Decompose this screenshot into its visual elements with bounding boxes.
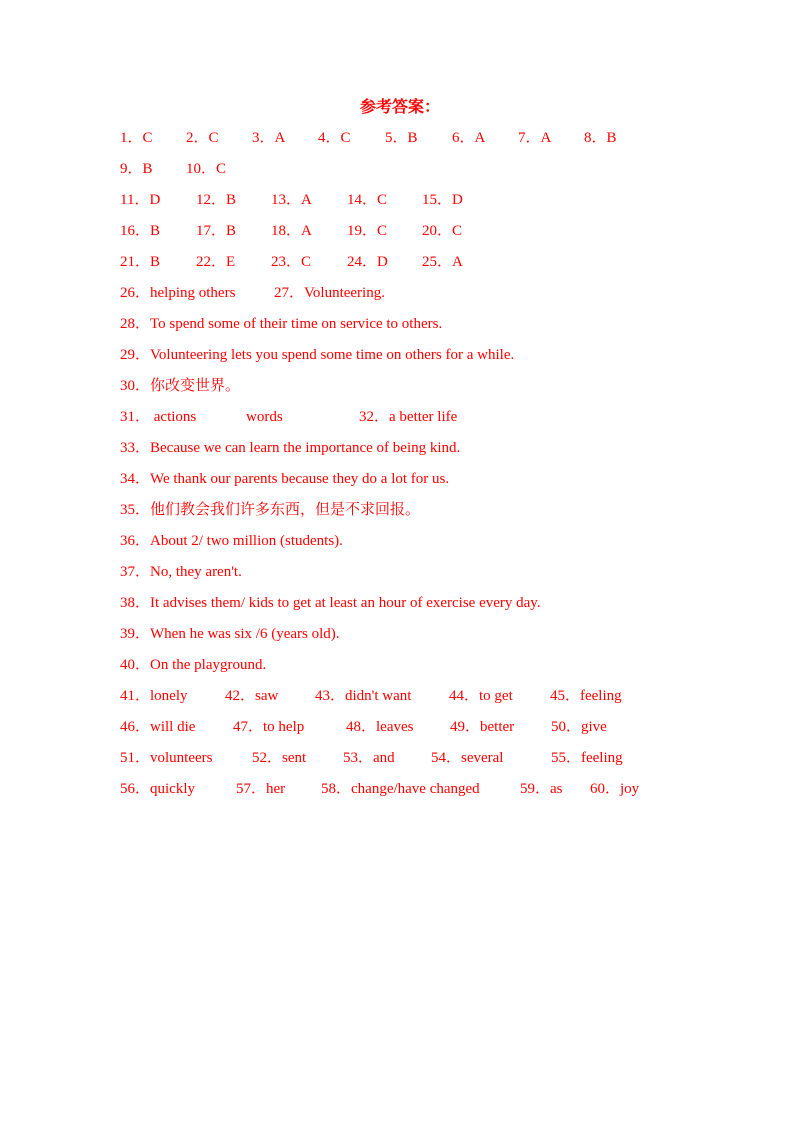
- answer-list: [120, 126, 760, 808]
- answer-item: 58．change/have changed: [321, 781, 480, 797]
- answer-item: 7．A: [518, 130, 552, 146]
- answer-item: 23．C: [271, 254, 312, 270]
- answer-item: 25．A: [422, 254, 463, 270]
- answer-row: [120, 374, 760, 405]
- answer-item: 27．Volunteering.: [274, 285, 385, 301]
- answer-row: [120, 684, 760, 715]
- answer-item: 35．他们教会我们许多东西，但是不求回报。: [120, 502, 421, 518]
- answer-item: 18．A: [271, 223, 312, 239]
- answer-item: 16．B: [120, 223, 161, 239]
- answer-item: 43．didn't want: [315, 688, 412, 704]
- answer-row: [120, 746, 760, 777]
- answer-item: 11．D: [120, 192, 161, 208]
- answer-item: 17．B: [196, 223, 237, 239]
- answer-row: [120, 498, 760, 529]
- answer-item: 5．B: [385, 130, 418, 146]
- answer-row: [120, 529, 760, 560]
- answer-row: [120, 405, 760, 436]
- answer-item: 52．sent: [252, 750, 307, 766]
- answer-item: 39．When he was six /6 (years old).: [120, 626, 340, 642]
- answer-item: 32．a better life: [359, 409, 458, 425]
- answer-item: 57．her: [236, 781, 286, 797]
- answer-row: [120, 560, 760, 591]
- answer-item: 2．C: [186, 130, 219, 146]
- answer-item: 24．D: [347, 254, 388, 270]
- answer-row: [120, 622, 760, 653]
- answer-item: 13．A: [271, 192, 312, 208]
- answer-row: [120, 312, 760, 343]
- answer-item: 54．several: [431, 750, 504, 766]
- answer-item: 28．To spend some of their time on service to others.: [120, 316, 443, 332]
- answer-item: 29．Volunteering lets you spend some time on others for a while.: [120, 347, 515, 363]
- answer-item: 51．volunteers: [120, 750, 213, 766]
- answer-item: 6．A: [452, 130, 486, 146]
- answer-item: 45．feeling: [550, 688, 622, 704]
- answer-row: [120, 281, 760, 312]
- answer-item: 53．and: [343, 750, 395, 766]
- answer-item: 44．to get: [449, 688, 513, 704]
- answer-item: 4．C: [318, 130, 351, 146]
- answer-item: 38．It advises them/ kids to get at least an hour of exercise every day.: [120, 595, 541, 611]
- answer-row: [120, 777, 760, 808]
- answer-row: [120, 715, 760, 746]
- answer-item: 12．B: [196, 192, 237, 208]
- answer-item: 55．feeling: [551, 750, 623, 766]
- answer-item: 30．你改变世界。: [120, 378, 241, 394]
- answer-item: 19．C: [347, 223, 388, 239]
- answer-item: 31． actions: [120, 409, 197, 425]
- answer-item: words: [246, 409, 283, 425]
- answer-item: 56．quickly: [120, 781, 195, 797]
- answer-item: 9．B: [120, 161, 153, 177]
- answer-item: 48．leaves: [346, 719, 414, 735]
- answer-item: 22．E: [196, 254, 236, 270]
- answer-row: [120, 343, 760, 374]
- answer-item: 26．helping others: [120, 285, 236, 301]
- page-title: 参考答案：: [359, 99, 440, 116]
- answer-item: 50．give: [551, 719, 607, 735]
- answer-row: [120, 219, 760, 250]
- answer-row: [120, 126, 760, 157]
- answer-row: [120, 188, 760, 219]
- answer-item: 42．saw: [225, 688, 279, 704]
- answer-item: 3．A: [252, 130, 286, 146]
- answer-row: [120, 467, 760, 498]
- answer-item: 40．On the playground.: [120, 657, 267, 673]
- answer-item: 15．D: [422, 192, 463, 208]
- answer-item: 59．as: [520, 781, 563, 797]
- answer-item: 37．No, they aren't.: [120, 564, 242, 580]
- answer-item: 14．C: [347, 192, 388, 208]
- answer-item: 34．We thank our parents because they do a lot for us.: [120, 471, 450, 487]
- answer-item: 33．Because we can learn the importance of being kind.: [120, 440, 461, 456]
- answer-item: 41．lonely: [120, 688, 188, 704]
- answer-item: 21．B: [120, 254, 161, 270]
- answer-row: [120, 250, 760, 281]
- answer-item: 8．B: [584, 130, 617, 146]
- answer-item: 36．About 2/ two million (students).: [120, 533, 343, 549]
- answer-item: 47．to help: [233, 719, 305, 735]
- answer-item: 46．will die: [120, 719, 196, 735]
- answer-item: 1．C: [120, 130, 153, 146]
- answer-item: 20．C: [422, 223, 463, 239]
- answer-item: 49．better: [450, 719, 515, 735]
- answer-row: [120, 591, 760, 622]
- answer-row: [120, 653, 760, 684]
- answer-item: 60．joy: [590, 781, 640, 797]
- answer-row: [120, 436, 760, 467]
- answer-item: 10．C: [186, 161, 227, 177]
- answer-row: [120, 157, 760, 188]
